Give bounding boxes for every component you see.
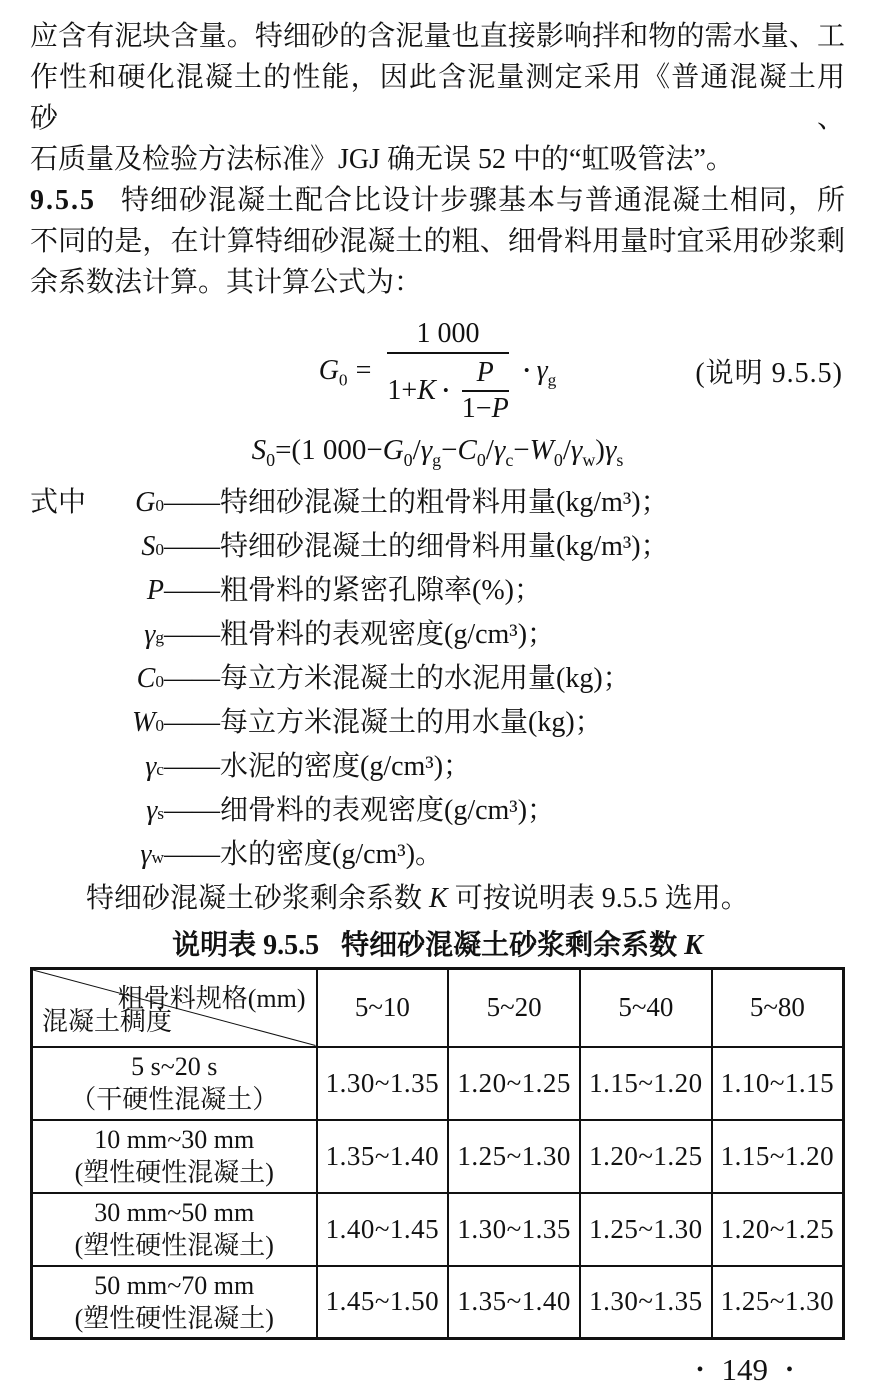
definition-row <box>30 525 845 569</box>
definition-symbol: γ g <box>144 619 164 651</box>
row-label-line1: 5 s~20 s <box>131 1052 218 1082</box>
table-row <box>32 1047 844 1120</box>
formula-token: − <box>441 434 458 467</box>
section-text: 特细砂混凝土配合比设计步骤基本与普通混凝土相同，所 <box>120 185 845 216</box>
formula-token: − <box>513 434 530 467</box>
k-coefficient-table <box>30 967 845 1340</box>
paragraph1-line3: 石质量及检验方法标准》JGJ 确无误 52 中的“虹吸管法”。 <box>30 144 734 175</box>
definition-symbol: γ c <box>145 751 164 783</box>
paragraph1-line2: 作性和硬化混凝土的性能，因此含泥量测定采用《普通混凝土用砂、 <box>30 62 845 134</box>
formula-g0-equals: = <box>355 355 372 387</box>
definition-row <box>30 569 845 613</box>
definition-description: ——水泥的密度(g/cm³)； <box>164 751 472 783</box>
table-title-text: 特细砂混凝土砂浆剩余系数 <box>341 930 685 962</box>
definition-row <box>30 481 845 525</box>
fraction-numerator: 1 000 <box>416 318 480 349</box>
formula-token: $G_0$ <box>382 434 413 470</box>
definition-symbol: G 0 <box>135 487 164 519</box>
formula-token: =(1 000− <box>275 434 383 467</box>
k-value-cell: 1.30~1.35 <box>317 1047 449 1120</box>
fraction-denominator <box>387 352 508 423</box>
definition-row <box>30 789 845 833</box>
table-row <box>32 1266 844 1339</box>
bullet-icon: • <box>785 1359 793 1382</box>
paragraph1-line1: 应含有泥块含量。特细砂的含泥量也直接影响拌和物的需水量、工 <box>30 21 845 52</box>
k-value-cell: 1.30~1.35 <box>580 1266 712 1339</box>
definition-row <box>30 613 845 657</box>
row-label-line2: (塑性硬性混凝土) <box>74 1303 274 1333</box>
inner-fraction <box>462 358 509 423</box>
bullet-icon: • <box>696 1359 704 1382</box>
definition-description: ——特细砂混凝土的粗骨料用量(kg/m³)； <box>164 487 669 519</box>
row-label-line1: 10 mm~30 mm <box>94 1125 255 1155</box>
table-title-k: K <box>684 930 703 962</box>
formula-token: $C_0$ <box>457 434 486 470</box>
formula-g0-fraction <box>387 319 508 423</box>
formula-token: $W_0$ <box>529 434 563 470</box>
formula-token: ) <box>595 434 605 467</box>
page-number-value: 149 <box>721 1352 768 1388</box>
k-value-cell: 1.25~1.30 <box>712 1266 844 1339</box>
definition-prefix: 式中 <box>30 487 87 519</box>
table-title <box>30 929 845 963</box>
definition-description: ——每立方米混凝土的用水量(kg)； <box>164 707 603 739</box>
section-9-5-5-line2: 不同的是，在计算特细砂混凝土的粗、细骨料用量时宜采用砂浆剩 <box>30 226 845 257</box>
definition-row <box>30 745 845 789</box>
definition-symbol: γ s <box>146 795 164 827</box>
row-label-cell <box>32 1193 317 1266</box>
header-corner-top-label: 粗骨料规格(mm) <box>117 984 306 1014</box>
denominator-constant: 1+ <box>387 375 418 407</box>
formula-token: $\gamma_w$ <box>570 434 596 470</box>
table-row <box>32 1120 844 1193</box>
k-value-cell: 1.15~1.20 <box>580 1047 712 1120</box>
row-label-cell <box>32 1266 317 1339</box>
k-value-cell: 1.20~1.25 <box>580 1120 712 1193</box>
definition-row <box>30 657 845 701</box>
section-9-5-5-line3: 余系数法计算。其计算公式为： <box>30 267 423 298</box>
row-label-line1: 30 mm~50 mm <box>94 1198 255 1228</box>
formula-token: $\gamma_s$ <box>604 434 624 470</box>
row-label-cell <box>32 1120 317 1193</box>
formula-s0 <box>30 431 845 469</box>
row-label-line2: （干硬性混凝土） <box>70 1085 279 1115</box>
k-value-cell: 1.25~1.30 <box>448 1120 580 1193</box>
definition-row <box>30 701 845 745</box>
definition-description: ——粗骨料的紧密孔隙率(%)； <box>164 575 542 607</box>
inner-denominator: 1−P <box>462 390 509 423</box>
k-value-cell: 1.35~1.40 <box>317 1120 449 1193</box>
column-header: 5~20 <box>448 969 580 1047</box>
formula-token: $\gamma_c$ <box>493 434 514 470</box>
column-header: 5~40 <box>580 969 712 1047</box>
variable-definitions <box>30 481 845 877</box>
definition-description: ——粗骨料的表观密度(g/cm³)； <box>164 619 556 651</box>
definition-symbol: C 0 <box>136 663 164 695</box>
definition-row <box>30 833 845 877</box>
definition-description: ——水的密度(g/cm³)。 <box>164 839 444 871</box>
formula-token: $S_0$ <box>251 434 276 470</box>
row-label-cell <box>32 1047 317 1120</box>
formula-g0-lhs: $G_0$ <box>318 355 348 390</box>
section-9-5-5-line1 <box>30 180 845 221</box>
formula-token: / <box>412 434 421 467</box>
k-value-cell: 1.25~1.30 <box>580 1193 712 1266</box>
multiply-dot-icon: • <box>442 380 449 400</box>
formula-label: (说明 9.5.5) <box>695 358 843 390</box>
table-title-label: 说明表 9.5.5 <box>172 930 320 962</box>
column-header: 5~80 <box>712 969 844 1047</box>
definition-description: ——细骨料的表观密度(g/cm³)； <box>164 795 556 827</box>
denominator-k: K <box>417 375 436 407</box>
row-label-line1: 50 mm~70 mm <box>94 1270 255 1300</box>
formula-token: / <box>485 434 494 467</box>
k-value-cell: 1.10~1.15 <box>712 1047 844 1120</box>
k-selection-note: 特细砂混凝土砂浆剩余系数 K 可按说明表 9.5.5 选用。 <box>86 883 749 915</box>
k-value-cell: 1.30~1.35 <box>448 1193 580 1266</box>
table-row <box>32 1193 844 1266</box>
column-header: 5~10 <box>317 969 449 1047</box>
inner-numerator: P <box>476 357 494 389</box>
formula-token: $\gamma_g$ <box>420 434 442 470</box>
formula-g0-gamma: $\gamma_g$ <box>536 355 557 390</box>
formula-token: / <box>562 434 571 467</box>
header-corner-bottom-label: 混凝土稠度 <box>42 1006 173 1036</box>
formula-g0 <box>30 319 845 423</box>
definition-symbol: S 0 <box>141 531 164 563</box>
k-value-cell: 1.45~1.50 <box>317 1266 449 1339</box>
page-number <box>30 1352 845 1388</box>
row-label-line2: (塑性硬性混凝土) <box>74 1231 274 1261</box>
row-label-line2: (塑性硬性混凝土) <box>74 1158 274 1188</box>
k-value-cell: 1.40~1.45 <box>317 1193 449 1266</box>
section-number: 9.5.5 <box>30 185 96 216</box>
definition-symbol: γ w <box>140 839 164 871</box>
k-value-cell: 1.15~1.20 <box>712 1120 844 1193</box>
k-value-cell: 1.20~1.25 <box>712 1193 844 1266</box>
diagonal-header-cell <box>32 969 317 1047</box>
k-value-cell: 1.35~1.40 <box>448 1266 580 1339</box>
k-value-cell: 1.20~1.25 <box>448 1047 580 1120</box>
definition-description: ——特细砂混凝土的细骨料用量(kg/m³)； <box>164 531 669 563</box>
multiply-dot-icon: • <box>523 361 530 381</box>
definition-symbol: W 0 <box>131 707 164 739</box>
definition-description: ——每立方米混凝土的水泥用量(kg)； <box>164 663 631 695</box>
definition-symbol: P <box>146 575 164 607</box>
table-header-row <box>32 969 844 1047</box>
